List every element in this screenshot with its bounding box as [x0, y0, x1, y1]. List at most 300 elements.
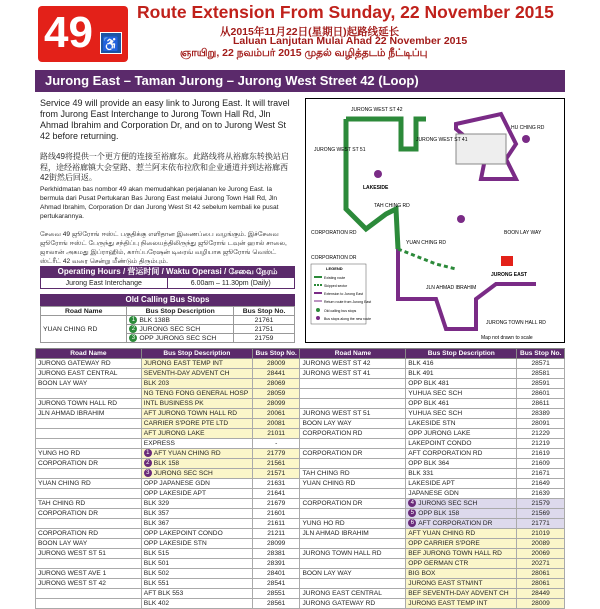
stop-desc: BLK 331 [408, 470, 434, 477]
stop-bullet: 3 [144, 469, 152, 477]
stop-desc: BLK 491 [408, 370, 434, 377]
stop-desc: JURONG SEC SCH [418, 500, 478, 507]
stop-bullet: 2 [129, 325, 137, 333]
road-name-cell: YUNG HO RD [300, 519, 406, 529]
table-row [36, 379, 565, 389]
stop-number-cell: 28059 [252, 389, 300, 399]
stop-desc-cell [406, 419, 517, 429]
road-name-cell: BOON LAY WAY [300, 569, 406, 579]
title-zh: 从2015年11月22日(星期日)起路线延长 [220, 26, 400, 38]
table-row [36, 449, 565, 459]
stop-number-cell: 28401 [252, 569, 300, 579]
map-label: LAKESIDE [363, 185, 389, 191]
stop-number-cell: 28091 [517, 419, 565, 429]
table-row [36, 499, 565, 509]
stop-marker [457, 215, 465, 223]
map-label: CORPORATION DR [311, 255, 357, 261]
skipped-sector-line [398, 249, 456, 269]
legend-swatch [316, 316, 320, 320]
stop-number-cell: 28441 [252, 369, 300, 379]
stop-number-cell: 21561 [252, 459, 300, 469]
table-row [36, 559, 565, 569]
stop-desc-cell [406, 509, 517, 519]
stop-number-cell: 28099 [252, 539, 300, 549]
legend-item: Return route from Jurong East [324, 300, 372, 304]
stop-desc: JURONG EAST STN/INT [408, 580, 483, 587]
stop-desc-cell [141, 359, 252, 369]
table-row [36, 409, 565, 419]
road-name-cell [36, 469, 142, 479]
existing-route-line [346, 119, 426, 149]
stop-desc: BLK 357 [143, 510, 170, 517]
road-name-cell [300, 389, 406, 399]
stop-desc: AFT YUAN CHING RD [153, 450, 221, 457]
stop-desc-cell [406, 469, 517, 479]
stop-desc: BEF SEVENTH-DAY ADVENT CH [408, 590, 509, 597]
legend-item: Old calling bus stops [324, 309, 357, 313]
stop-desc: BIG BOX [408, 570, 436, 577]
stop-number-cell: 20061 [252, 409, 300, 419]
stop-number-cell: - [252, 439, 300, 449]
title-en: Route Extension From Sunday, 22 November 2015 [137, 2, 554, 22]
stop-desc-cell [406, 409, 517, 419]
stop-desc: BLK 551 [143, 580, 170, 587]
stop-number-cell: 28009 [252, 359, 300, 369]
road-name-cell: JURONG WEST ST 51 [36, 549, 142, 559]
road-name-cell [300, 579, 406, 589]
map-label: JURONG WEST ST 42 [351, 107, 403, 113]
old-col-desc: Bus Stop Description [127, 307, 234, 316]
stop-number-cell: 28009 [517, 599, 565, 609]
stop-number-cell: 21611 [252, 519, 300, 529]
stop-desc: OPP BLK 481 [408, 380, 450, 387]
stop-desc-cell [406, 359, 517, 369]
map-label: BOON LAY WAY [504, 230, 542, 236]
stop-number-cell: 28381 [252, 549, 300, 559]
stop-marker [522, 135, 530, 143]
stop-number-cell: 28061 [517, 579, 565, 589]
stop-number-cell: 20081 [252, 419, 300, 429]
road-name-cell [300, 399, 406, 409]
road-name-cell: CORPORATION DR [36, 459, 142, 469]
stop-desc-cell [406, 389, 517, 399]
road-name-cell [36, 419, 142, 429]
stop-number-cell: 21771 [517, 519, 565, 529]
stop-desc: LAKEPOINT CONDO [408, 440, 472, 447]
road-name-cell: JURONG WEST AVE 1 [36, 569, 142, 579]
stop-desc: YUHUA SEC SCH [408, 410, 463, 417]
stop-number-cell: 21019 [517, 529, 565, 539]
route-band [35, 70, 565, 92]
stop-desc-cell [406, 519, 517, 529]
stops-table-grid [35, 348, 565, 609]
stop-desc-cell [141, 419, 252, 429]
route-number: 49 [44, 8, 93, 57]
stop-desc-cell [406, 549, 517, 559]
old-stops-header: Old Calling Bus Stops [40, 294, 295, 306]
stop-desc: OPP LAKEPOINT CONDO [143, 530, 223, 537]
header [0, 0, 600, 64]
road-name-cell: YUAN CHING RD [300, 479, 406, 489]
road-name-cell: BOON LAY WAY [300, 419, 406, 429]
stop-desc-cell [406, 459, 517, 469]
road-name-cell: JURONG WEST ST 42 [36, 579, 142, 589]
stop-number-cell: 28591 [517, 379, 565, 389]
stop-desc: JURONG EAST TEMP INT [143, 360, 223, 367]
road-name-cell [36, 519, 142, 529]
stop-number-cell: 28099 [252, 399, 300, 409]
map-label: JURONG EAST [491, 272, 528, 278]
operating-hours-value: 6.00am – 11.30pm (Daily) [190, 280, 271, 287]
table-row [36, 429, 565, 439]
road-name-cell: JURONG TOWN HALL RD [300, 549, 406, 559]
operating-header: Operating Hours / 营运时间 / Waktu Operasi / சேவை நேரம் [40, 266, 295, 278]
stop-bullet: 4 [408, 499, 416, 507]
stop-desc: CARRIER S'PORE PTE LTD [143, 420, 229, 427]
stop-number-cell: 28069 [252, 379, 300, 389]
col-desc: Bus Stop Description [406, 349, 517, 359]
table-row [36, 459, 565, 469]
stop-number-cell: 28449 [517, 589, 565, 599]
stop-desc: BLK 367 [143, 520, 170, 527]
map-label: JURONG WEST ST 41 [416, 137, 468, 143]
road-name-cell: TAH CHING RD [36, 499, 142, 509]
table-row [36, 589, 565, 599]
stop-desc: EXPRESS [143, 440, 175, 447]
road-name-cell [36, 599, 142, 609]
stop-number-cell: 21609 [517, 459, 565, 469]
road-name-cell [36, 389, 142, 399]
stop-desc-cell [141, 549, 252, 559]
legend-item: Bus stops along the new route [324, 317, 372, 321]
stop-number-cell: 21601 [252, 509, 300, 519]
stop-desc-cell [406, 399, 517, 409]
stop-desc: AFT JURONG LAKE [143, 430, 205, 437]
road-name-cell: CORPORATION DR [300, 449, 406, 459]
table-row [36, 579, 565, 589]
stop-number-cell: 21619 [517, 449, 565, 459]
table-row [36, 399, 565, 409]
stop-desc-cell [141, 439, 252, 449]
map-label: JURONG WEST ST 51 [314, 147, 366, 153]
old-road: YUAN CHING RD [41, 316, 127, 343]
road-name-cell: CORPORATION RD [300, 429, 406, 439]
col-road: Road Name [300, 349, 406, 359]
old-stops-table [40, 306, 295, 343]
stop-number-cell: 20089 [517, 539, 565, 549]
table-row [36, 369, 565, 379]
stop-number-cell: 28601 [517, 389, 565, 399]
stop-desc-cell [406, 579, 517, 589]
table-row [36, 439, 565, 449]
stop-desc-cell [406, 569, 517, 579]
stop-number-cell: 21649 [517, 479, 565, 489]
table-row [36, 479, 565, 489]
old-stops [40, 294, 295, 343]
stop-number-cell: 21639 [517, 489, 565, 499]
stop-desc-cell [141, 379, 252, 389]
stop-desc: JURONG SEC SCH [153, 470, 213, 477]
stop-bullet: 2 [144, 459, 152, 467]
operating-hours [40, 266, 295, 289]
stop-desc-cell [141, 399, 252, 409]
stop-desc: SEVENTH-DAY ADVENT CH [143, 370, 230, 377]
old-desc: OPP JURONG SEC SCH [139, 334, 217, 342]
stop-desc: AFT JURONG TOWN HALL RD [143, 410, 237, 417]
legend-item: Skipped sector [324, 284, 348, 288]
table-row [36, 359, 565, 369]
stop-desc-cell [141, 409, 252, 419]
stop-bullet: 6 [408, 519, 416, 527]
stop-number-cell: 28391 [252, 559, 300, 569]
stop-desc-cell [141, 479, 252, 489]
stop-desc: YUHUA SEC SCH [408, 390, 463, 397]
stops-body [36, 359, 565, 609]
stop-desc: LAKESIDE APT [408, 480, 455, 487]
stop-desc-cell [141, 459, 252, 469]
table-row [36, 469, 565, 479]
stop-desc: BLK 158 [153, 460, 180, 467]
road-name-cell [36, 559, 142, 569]
paragraph-en: Service 49 will provide an easy link to Jurong East. It will travel from Jurong East Interchange to Jurong Town Hall Rd, Jln Ahmad Ibrahim and Corporation Dr, and on to Jurong West St 42 before returning. [40, 98, 290, 141]
stop-desc: BLK 416 [408, 360, 434, 367]
road-name-cell: CORPORATION RD [36, 529, 142, 539]
road-name-cell [36, 489, 142, 499]
stop-desc: AFT BLK 553 [143, 590, 184, 597]
stop-number-cell: 21571 [252, 469, 300, 479]
stop-desc-cell [141, 499, 252, 509]
stop-number-cell: 21679 [252, 499, 300, 509]
stop-desc-cell [141, 599, 252, 609]
table-row [36, 569, 565, 579]
road-name-cell: JURONG WEST ST 42 [300, 359, 406, 369]
table-row [36, 489, 565, 499]
stop-desc: OPP JURONG LAKE [408, 430, 471, 437]
table-row [36, 389, 565, 399]
stop-desc-cell [406, 449, 517, 459]
title-ms: Laluan Lanjutan Mulai Ahad 22 November 2015 [233, 35, 468, 47]
stop-desc-cell [141, 489, 252, 499]
stop-desc: AFT CORPORATION RD [408, 450, 483, 457]
stop-number-cell: 28571 [517, 359, 565, 369]
stop-desc: OPP GERMAN CTR [408, 560, 469, 567]
stop-desc-cell [406, 599, 517, 609]
stop-desc: BLK 402 [143, 600, 170, 607]
road-name-cell: BOON LAY WAY [36, 539, 142, 549]
old-col-no: Bus Stop No. [234, 307, 295, 316]
operating-place: Jurong East Interchange [41, 278, 168, 288]
road-name-cell: BOON LAY WAY [36, 379, 142, 389]
stop-desc-cell [406, 429, 517, 439]
road-name-cell: YUNG HO RD [36, 449, 142, 459]
legend-item: Extension to Jurong East [324, 292, 363, 296]
stop-desc-cell [141, 389, 252, 399]
stop-desc: INTL BUSINESS PK [143, 400, 204, 407]
stop-desc-cell [141, 569, 252, 579]
route-map [305, 98, 565, 343]
table-row [36, 539, 565, 549]
stop-number-cell: 21211 [252, 529, 300, 539]
stop-desc-cell [141, 579, 252, 589]
stop-desc: JAPANESE GDN [408, 490, 459, 497]
stop-desc-cell [141, 529, 252, 539]
stop-desc-cell [406, 589, 517, 599]
stop-desc-cell [141, 469, 252, 479]
stop-desc: LAKESIDE STN [408, 420, 456, 427]
stop-desc-cell [141, 589, 252, 599]
old-no: 21751 [234, 325, 295, 334]
road-name-cell [300, 559, 406, 569]
stop-desc-cell [141, 429, 252, 439]
stop-desc: AFT CORPORATION DR [418, 520, 493, 527]
stop-number-cell: 28611 [517, 399, 565, 409]
stop-desc-cell [406, 479, 517, 489]
stop-desc: OPP BLK 158 [418, 510, 460, 517]
stop-desc-cell [141, 369, 252, 379]
stop-bullet: 1 [129, 316, 137, 324]
road-name-cell [36, 589, 142, 599]
road-name-cell [36, 429, 142, 439]
stop-desc: BLK 203 [143, 380, 170, 387]
stop-number-cell: 28581 [517, 369, 565, 379]
map-label: JLN AHMAD IBRAHIM [426, 285, 477, 291]
map-label: JURONG TOWN HALL RD [486, 320, 546, 326]
mrt-icon [501, 256, 513, 266]
road-name-cell [300, 509, 406, 519]
stop-desc-cell [406, 499, 517, 509]
map-note: Map not drawn to scale [481, 335, 533, 341]
road-name-cell: CORPORATION DR [300, 499, 406, 509]
stop-desc: BLK 329 [143, 500, 170, 507]
stop-desc-cell [406, 369, 517, 379]
map-label: TAH CHING RD [374, 203, 410, 209]
road-name-cell: JURONG TOWN HALL RD [36, 399, 142, 409]
map-label: CORPORATION RD [311, 230, 357, 236]
stop-desc-cell [141, 449, 252, 459]
stop-number-cell: 28551 [252, 589, 300, 599]
road-name-cell: CORPORATION DR [36, 509, 142, 519]
stop-desc: OPP BLK 461 [408, 400, 450, 407]
stop-desc: BLK 502 [143, 570, 170, 577]
old-no: 21759 [234, 334, 295, 343]
legend-item: Existing route [324, 276, 346, 280]
route-badge [38, 6, 128, 62]
stop-number-cell: 21671 [517, 469, 565, 479]
stop-desc-cell [406, 439, 517, 449]
stop-number-cell: 28561 [252, 599, 300, 609]
wheelchair-icon: ♿ [100, 32, 122, 54]
route-map-svg [306, 99, 564, 342]
stop-desc-cell [141, 539, 252, 549]
paragraph-ta: சேவை 49 ஜூரோங் ஈஸ்ட் பகுதிக்கு எளிதான இணைப்பை வழங்கும். இச்சேவை ஜூரோங் ஈஸ்ட் பேருந்து சந்திப்பு நிலையத்திலிருந்து ஜூரோங் டவுன் ஹால் சாலை, ஜாலான் அகமது இப்ராஹிம், கார்ப்பரேஷன் டிரைவ் வழியாக ஜூரோங் வெஸ்ட் ஸ்ட்ரீட் 42 வரை சென்று மீண்டும் திரும்பும். [40, 231, 287, 265]
table-row [36, 529, 565, 539]
stop-number-cell: 21579 [517, 499, 565, 509]
table-row [36, 549, 565, 559]
road-name-cell: JURONG EAST CENTRAL [36, 369, 142, 379]
col-desc: Bus Stop Description [141, 349, 252, 359]
table-row [36, 519, 565, 529]
stop-number-cell: 20271 [517, 559, 565, 569]
col-no: Bus Stop No. [517, 349, 565, 359]
stop-bullet: 1 [144, 449, 152, 457]
old-desc: JURONG SEC SCH [139, 325, 201, 333]
col-no: Bus Stop No. [252, 349, 300, 359]
stop-number-cell: 21011 [252, 429, 300, 439]
table-row [36, 419, 565, 429]
legend-swatch [316, 308, 320, 312]
operating-row [40, 278, 295, 289]
road-name-cell: JURONG WEST ST 51 [300, 409, 406, 419]
stop-number-cell: 21641 [252, 489, 300, 499]
old-no: 21761 [234, 316, 295, 325]
road-name-cell: JURONG GATEWAY RD [36, 359, 142, 369]
title-ta: ஞாயிறு, 22 நவம்பர் 2015 முதல் வழித்தடம் நீட்டிப்பு [180, 47, 428, 59]
stop-desc-cell [406, 489, 517, 499]
map-label: YUAN CHING RD [406, 240, 447, 246]
stop-desc-cell [141, 509, 252, 519]
road-name-cell: JLN AHMAD IBRAHIM [36, 409, 142, 419]
stop-number-cell: 28541 [252, 579, 300, 589]
col-road: Road Name [36, 349, 142, 359]
road-name-cell [300, 489, 406, 499]
stop-desc-cell [406, 539, 517, 549]
road-name-cell: JURONG WEST ST 41 [300, 369, 406, 379]
stop-desc: OPP JAPANESE GDN [143, 480, 210, 487]
stop-desc-cell [141, 559, 252, 569]
road-name-cell [300, 459, 406, 469]
stop-bullet: 5 [408, 509, 416, 517]
road-name-cell [300, 379, 406, 389]
table-row [36, 509, 565, 519]
stops-table [35, 348, 565, 609]
road-name-cell [300, 539, 406, 549]
stop-desc: OPP CARRIER S'PORE [408, 540, 480, 547]
stop-desc: BEF JURONG TOWN HALL RD [408, 550, 502, 557]
road-name-cell [300, 439, 406, 449]
road-name-cell: YUAN CHING RD [36, 479, 142, 489]
table-row [41, 316, 295, 325]
stop-desc: BLK 501 [143, 560, 170, 567]
stop-number-cell: 21219 [517, 439, 565, 449]
road-name-cell: JURONG GATEWAY RD [300, 599, 406, 609]
stop-bullet: 3 [129, 334, 137, 342]
stop-desc: OPP LAKESIDE STN [143, 540, 207, 547]
old-col-road: Road Name [41, 307, 127, 316]
stop-marker [374, 170, 382, 178]
road-name-cell: TAH CHING RD [300, 469, 406, 479]
road-name-cell: JURONG EAST CENTRAL [300, 589, 406, 599]
stop-number-cell: 21569 [517, 509, 565, 519]
stop-desc: JURONG EAST TEMP INT [408, 600, 488, 607]
map-label: HU CHING RD [511, 125, 545, 131]
table-row [36, 599, 565, 609]
road-name-cell: JLN AHMAD IBRAHIM [300, 529, 406, 539]
paragraph-zh: 路线49将提供一个更方便的连接至裕廊东。此路线将从裕廊东转换站启程，途经裕廊镇大会堂路、惹兰阿末依布拉欣和企业通道并到达裕廊西42街然后回返。 [40, 152, 289, 182]
stop-desc-cell [406, 379, 517, 389]
stop-desc: OPP BLK 364 [408, 460, 450, 467]
stop-desc: OPP LAKESIDE APT [143, 490, 206, 497]
stop-number-cell: 21631 [252, 479, 300, 489]
stop-desc-cell [141, 519, 252, 529]
stop-desc: AFT YUAN CHING RD [408, 530, 476, 537]
paragraph-ms: Perkhidmatan bas nombor 49 akan memudahkan perjalanan ke Jurong East. Ia bermula dari Pusat Pertukaran Bas Jurong East melalui Jurong Town Hall Rd, Jln Ahmad Ibrahim, Corporation Dr dan Jurong West St 42 sebelum kembali ke pusat pertukarannya. [40, 186, 279, 220]
stop-number-cell: 28061 [517, 569, 565, 579]
road-name-cell [36, 439, 142, 449]
stop-desc: NG TENG FONG GENERAL HOSP [143, 390, 249, 397]
stop-desc-cell [406, 559, 517, 569]
stop-desc: BLK 515 [143, 550, 170, 557]
legend-title: LEGEND [326, 266, 343, 271]
